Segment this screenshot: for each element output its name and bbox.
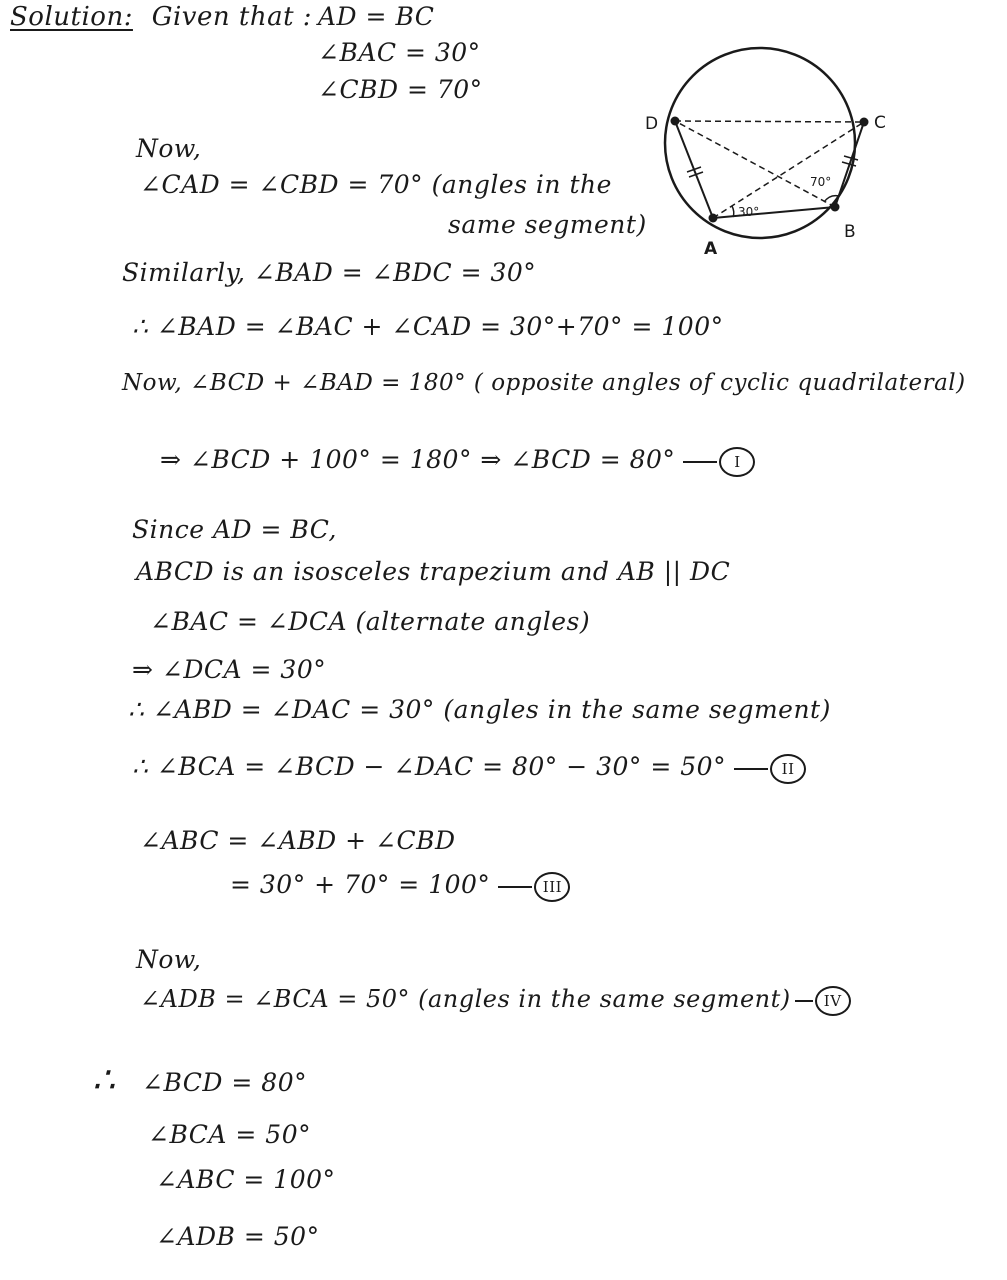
step-bad-bdc: Similarly, ∠BAD = ∠BDC = 30°: [122, 258, 537, 287]
given-ad-bc: AD = BC: [318, 2, 435, 31]
step-tag-3: III: [534, 872, 570, 902]
point-b: [831, 203, 840, 212]
step-tag-4: IV: [815, 986, 851, 1016]
given-label: Given that :: [151, 2, 313, 32]
step-cad: ∠CAD = ∠CBD = 70° (angles in the: [140, 170, 612, 199]
step-tag-2: II: [770, 754, 806, 784]
step-adb: [140, 985, 851, 1016]
angle-label-b: 70°: [810, 175, 832, 189]
solution-header: [10, 2, 312, 32]
point-a: [709, 214, 718, 223]
step-since: Since AD = BC,: [132, 515, 337, 544]
step-abc-value-text: = 30° + 70° = 100°: [230, 870, 491, 899]
step-tag-1: I: [719, 447, 755, 477]
step-adb-text: ∠ADB = ∠BCA = 50° (angles in the same segment): [140, 985, 791, 1013]
now-label-2: Now,: [136, 945, 202, 974]
therefore-symbol: ∴: [92, 1060, 116, 1101]
step-abd: ∴ ∠ABD = ∠DAC = 30° (angles in the same segment): [128, 695, 831, 724]
step-bca-text: ∴ ∠BCA = ∠BCD − ∠DAC = 80° − 30° = 50°: [132, 752, 727, 781]
diagonal-bd: [675, 121, 835, 207]
label-d: D: [645, 114, 659, 134]
step-bcd: [160, 445, 755, 477]
step-abc-value: [230, 870, 570, 902]
point-d: [671, 117, 680, 126]
answer-bcd: ∠BCD = 80°: [142, 1068, 308, 1097]
step-bca: [132, 752, 806, 784]
label-a: A: [704, 239, 718, 259]
diagonal-ac: [713, 122, 864, 218]
step-bad-sum: ∴ ∠BAD = ∠BAC + ∠CAD = 30°+70° = 100°: [132, 312, 724, 341]
solution-label: Solution:: [10, 2, 133, 32]
step-opposite-angles: Now, ∠BCD + ∠BAD = 180° ( opposite angles of cyclic quadrilateral): [122, 370, 966, 396]
step-abc: ∠ABC = ∠ABD + ∠CBD: [140, 826, 456, 855]
point-c: [860, 118, 869, 127]
answer-adb: ∠ADB = 50°: [156, 1222, 320, 1251]
circumcircle: [665, 48, 855, 238]
step-trapezium: ABCD is an isosceles trapezium and AB || DC: [136, 557, 731, 586]
step-dca: ⇒ ∠DCA = 30°: [132, 655, 327, 684]
side-ab: [713, 207, 835, 218]
step-bcd-text: ⇒ ∠BCD + 100° = 180° ⇒ ∠BCD = 80°: [160, 445, 676, 474]
given-angle-cbd: ∠CBD = 70°: [318, 75, 483, 104]
label-c: C: [874, 113, 886, 133]
label-b: B: [844, 222, 856, 242]
cyclic-quadrilateral-diagram: [640, 40, 900, 270]
step-cad-reason: same segment): [448, 210, 647, 239]
answer-abc: ∠ABC = 100°: [156, 1165, 336, 1194]
side-dc: [675, 121, 864, 122]
angle-label-a: 30°: [738, 205, 760, 219]
given-angle-bac: ∠BAC = 30°: [318, 38, 481, 67]
answer-bca: ∠BCA = 50°: [148, 1120, 312, 1149]
now-label-1: Now,: [136, 134, 202, 163]
step-alternate: ∠BAC = ∠DCA (alternate angles): [150, 607, 591, 636]
